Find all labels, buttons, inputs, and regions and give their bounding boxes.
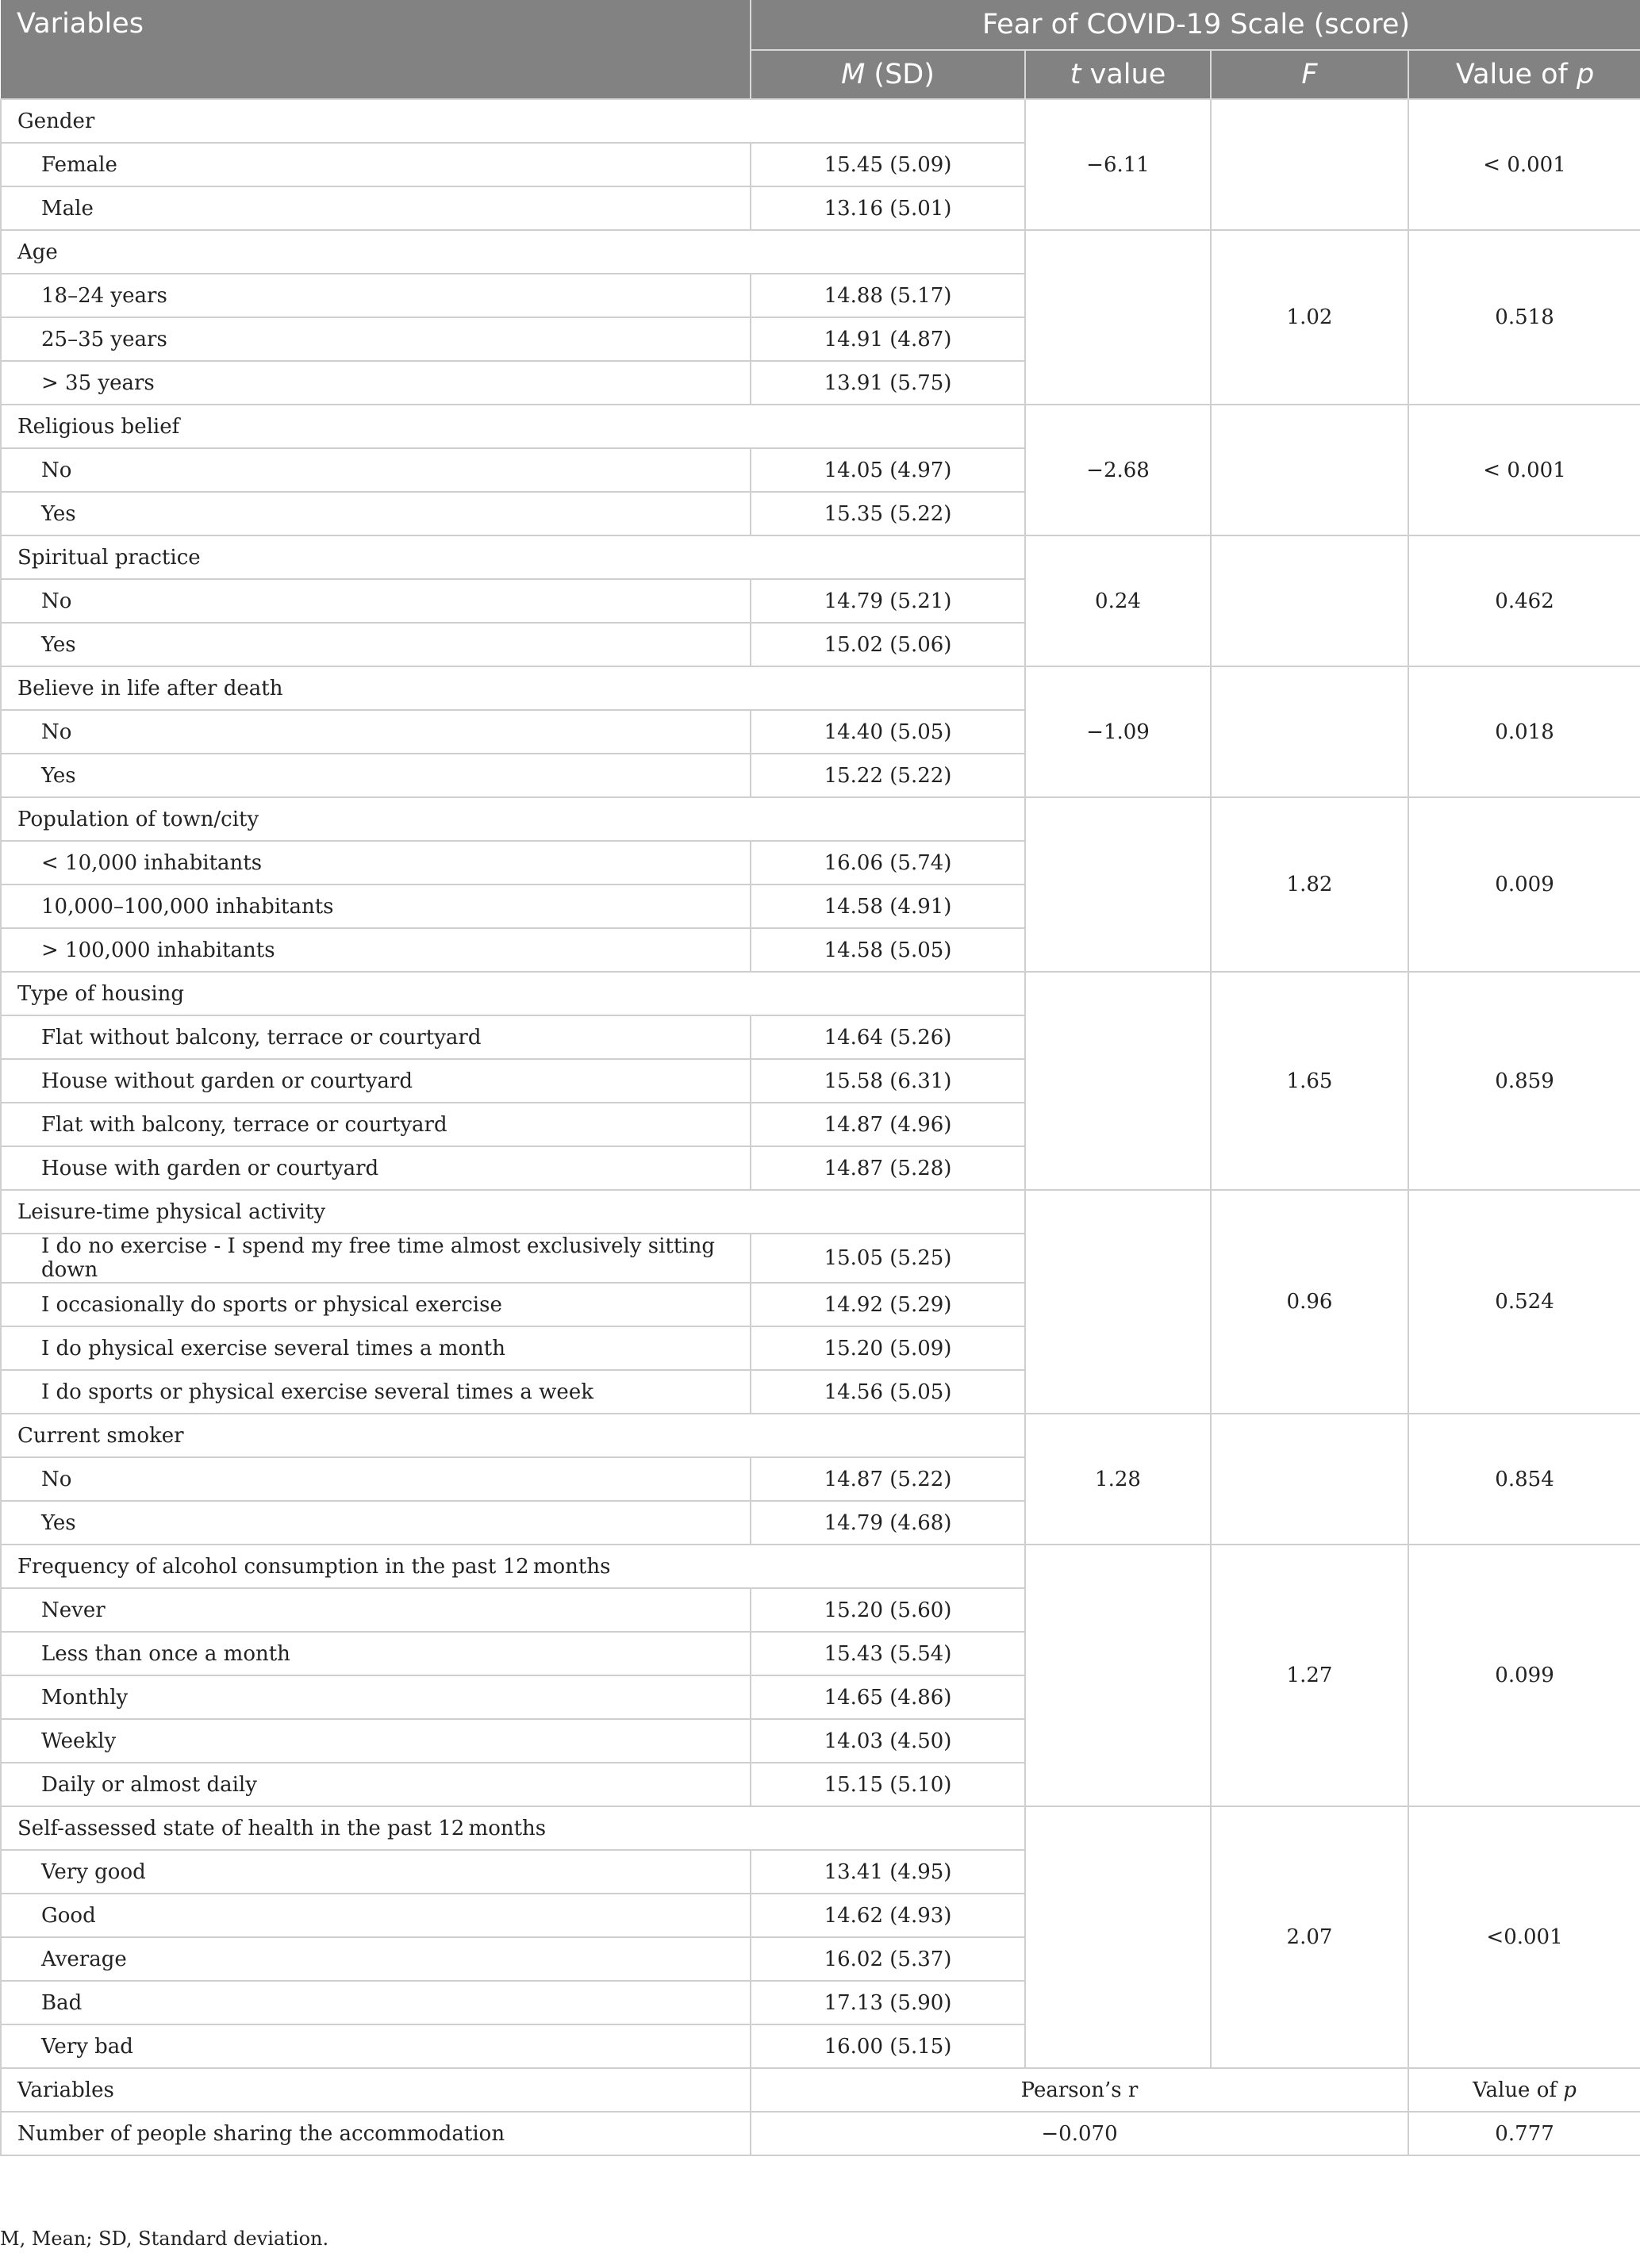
group-f-value [1211, 1414, 1408, 1545]
group-t-value: 1.28 [1025, 1414, 1211, 1545]
group-f-value [1211, 535, 1408, 666]
row-mean-sd: 14.91 (4.87) [751, 317, 1025, 361]
row-mean-sd: 15.35 (5.22) [751, 492, 1025, 535]
row-label: Yes [1, 623, 751, 666]
row-label: Very bad [1, 2024, 751, 2068]
group-p-value: < 0.001 [1408, 405, 1640, 535]
group-f-value [1211, 405, 1408, 535]
group-name: Religious belief [1, 405, 1025, 448]
header-t-value [1025, 50, 1211, 99]
correlation-row-label: Number of people sharing the accommodation [1, 2112, 751, 2155]
row-mean-sd: 14.40 (5.05) [751, 710, 1025, 754]
group-t-value: −2.68 [1025, 405, 1211, 535]
group-p-value: 0.859 [1408, 972, 1640, 1190]
group-f-value: 1.82 [1211, 797, 1408, 972]
group-name: Current smoker [1, 1414, 1025, 1457]
row-label: Female [1, 143, 751, 186]
row-label: I do no exercise - I spend my free time almost exclusively sitting down [1, 1234, 751, 1283]
row-mean-sd: 14.92 (5.29) [751, 1283, 1025, 1326]
header-m-sd [751, 50, 1025, 99]
row-label: > 35 years [1, 361, 751, 405]
row-label: > 100,000 inhabitants [1, 928, 751, 972]
group-name: Believe in life after death [1, 666, 1025, 710]
row-mean-sd: 14.87 (5.28) [751, 1146, 1025, 1190]
row-label: No [1, 579, 751, 623]
group-name: Type of housing [1, 972, 1025, 1015]
group-t-value [1025, 797, 1211, 972]
correlation-header-p-letter: p [1563, 2078, 1577, 2102]
row-mean-sd: 15.15 (5.10) [751, 1763, 1025, 1806]
row-label: Bad [1, 1981, 751, 2024]
group-f-value: 1.02 [1211, 230, 1408, 405]
correlation-header-variables: Variables [1, 2068, 751, 2112]
row-mean-sd: 16.02 (5.37) [751, 1937, 1025, 1981]
group-name: Frequency of alcohol consumption in the past 12 months [1, 1545, 1025, 1588]
row-label: Yes [1, 1501, 751, 1545]
group-header-row [1, 797, 1640, 841]
row-label: House with garden or courtyard [1, 1146, 751, 1190]
row-label: 18–24 years [1, 274, 751, 317]
row-mean-sd: 14.79 (4.68) [751, 1501, 1025, 1545]
group-p-value: 0.854 [1408, 1414, 1640, 1545]
row-mean-sd: 15.43 (5.54) [751, 1632, 1025, 1675]
group-header-row [1, 230, 1640, 274]
group-name: Population of town/city [1, 797, 1025, 841]
group-name: Gender [1, 99, 1025, 143]
row-mean-sd: 14.87 (4.96) [751, 1103, 1025, 1146]
header-sd-text: (SD) [865, 59, 935, 90]
row-mean-sd: 13.16 (5.01) [751, 186, 1025, 230]
group-t-value [1025, 1190, 1211, 1414]
row-label: Good [1, 1894, 751, 1937]
row-mean-sd: 17.13 (5.90) [751, 1981, 1025, 2024]
row-label: Yes [1, 754, 751, 797]
row-mean-sd: 13.91 (5.75) [751, 361, 1025, 405]
row-mean-sd: 16.00 (5.15) [751, 2024, 1025, 2068]
header-f-letter: F [1301, 59, 1318, 90]
correlation-header-r: Pearson’s r [751, 2068, 1408, 2112]
row-mean-sd: 15.20 (5.09) [751, 1326, 1025, 1370]
group-header-row [1, 1545, 1640, 1588]
header-variables: Variables [1, 0, 751, 99]
row-mean-sd: 14.88 (5.17) [751, 274, 1025, 317]
row-label: I occasionally do sports or physical exercise [1, 1283, 751, 1326]
row-mean-sd: 14.58 (4.91) [751, 885, 1025, 928]
group-p-value: 0.009 [1408, 797, 1640, 972]
row-mean-sd: 14.87 (5.22) [751, 1457, 1025, 1501]
row-mean-sd: 13.41 (4.95) [751, 1850, 1025, 1894]
group-name: Spiritual practice [1, 535, 1025, 579]
group-p-value: 0.518 [1408, 230, 1640, 405]
row-label: Weekly [1, 1719, 751, 1763]
row-mean-sd: 14.64 (5.26) [751, 1015, 1025, 1059]
row-label: Male [1, 186, 751, 230]
row-mean-sd: 15.45 (5.09) [751, 143, 1025, 186]
row-label: Daily or almost daily [1, 1763, 751, 1806]
group-f-value: 2.07 [1211, 1806, 1408, 2068]
group-f-value [1211, 666, 1408, 797]
group-header-row [1, 405, 1640, 448]
row-mean-sd: 14.56 (5.05) [751, 1370, 1025, 1414]
row-mean-sd: 15.02 (5.06) [751, 623, 1025, 666]
row-label: 10,000–100,000 inhabitants [1, 885, 751, 928]
header-f [1211, 50, 1408, 99]
table-footnote: M, Mean; SD, Standard deviation. [0, 2228, 329, 2250]
correlation-row-p: 0.777 [1408, 2112, 1640, 2155]
group-p-value: < 0.001 [1408, 99, 1640, 230]
group-name: Self-assessed state of health in the past 12 months [1, 1806, 1025, 1850]
header-p-prefix: Value of [1455, 59, 1577, 90]
group-t-value: −6.11 [1025, 99, 1211, 230]
row-label: Very good [1, 1850, 751, 1894]
header-m-letter: M [841, 59, 866, 90]
row-mean-sd: 14.79 (5.21) [751, 579, 1025, 623]
group-header-row [1, 972, 1640, 1015]
header-p-value [1408, 50, 1640, 99]
group-header-row [1, 1806, 1640, 1850]
group-p-value: 0.524 [1408, 1190, 1640, 1414]
row-label: No [1, 448, 751, 492]
row-label: No [1, 710, 751, 754]
group-p-value: 0.462 [1408, 535, 1640, 666]
group-t-value [1025, 1806, 1211, 2068]
row-mean-sd: 15.20 (5.60) [751, 1588, 1025, 1632]
row-label: Less than once a month [1, 1632, 751, 1675]
correlation-header-p [1408, 2068, 1640, 2112]
header-t-letter: t [1070, 59, 1081, 90]
group-p-value: 0.099 [1408, 1545, 1640, 1806]
group-f-value [1211, 99, 1408, 230]
header-p-letter: p [1576, 59, 1595, 90]
row-label: Flat with balcony, terrace or courtyard [1, 1103, 751, 1146]
row-mean-sd: 14.65 (4.86) [751, 1675, 1025, 1719]
correlation-row-r: −0.070 [751, 2112, 1408, 2155]
group-header-row [1, 1414, 1640, 1457]
row-label: Average [1, 1937, 751, 1981]
row-label: Never [1, 1588, 751, 1632]
row-label: Monthly [1, 1675, 751, 1719]
group-header-row [1, 535, 1640, 579]
row-label: 25–35 years [1, 317, 751, 361]
group-t-value [1025, 230, 1211, 405]
row-label: Flat without balcony, terrace or courtyard [1, 1015, 751, 1059]
row-label: < 10,000 inhabitants [1, 841, 751, 885]
row-label: House without garden or courtyard [1, 1059, 751, 1103]
row-label: No [1, 1457, 751, 1501]
group-name: Age [1, 230, 1025, 274]
row-mean-sd: 15.58 (6.31) [751, 1059, 1025, 1103]
header-scale-title: Fear of COVID-19 Scale (score) [751, 0, 1640, 50]
row-mean-sd: 14.58 (5.05) [751, 928, 1025, 972]
row-mean-sd: 14.03 (4.50) [751, 1719, 1025, 1763]
group-f-value: 1.27 [1211, 1545, 1408, 1806]
group-f-value: 0.96 [1211, 1190, 1408, 1414]
group-header-row [1, 1190, 1640, 1234]
group-p-value: 0.018 [1408, 666, 1640, 797]
row-label: I do sports or physical exercise several times a week [1, 1370, 751, 1414]
row-mean-sd: 14.05 (4.97) [751, 448, 1025, 492]
header-t-suffix: value [1081, 59, 1166, 90]
group-t-value: −1.09 [1025, 666, 1211, 797]
correlation-header-p-prefix: Value of [1473, 2078, 1564, 2102]
row-label: Yes [1, 492, 751, 535]
row-mean-sd: 16.06 (5.74) [751, 841, 1025, 885]
row-mean-sd: 15.22 (5.22) [751, 754, 1025, 797]
group-t-value: 0.24 [1025, 535, 1211, 666]
correlation-header-row [1, 2068, 1640, 2112]
group-t-value [1025, 1545, 1211, 1806]
group-t-value [1025, 972, 1211, 1190]
group-header-row [1, 666, 1640, 710]
group-p-value: <0.001 [1408, 1806, 1640, 2068]
row-mean-sd: 14.62 (4.93) [751, 1894, 1025, 1937]
group-f-value: 1.65 [1211, 972, 1408, 1190]
group-header-row [1, 99, 1640, 143]
correlation-row [1, 2112, 1640, 2155]
row-mean-sd: 15.05 (5.25) [751, 1234, 1025, 1283]
table-body [1, 99, 1640, 2155]
group-name: Leisure-time physical activity [1, 1190, 1025, 1234]
row-label: I do physical exercise several times a month [1, 1326, 751, 1370]
